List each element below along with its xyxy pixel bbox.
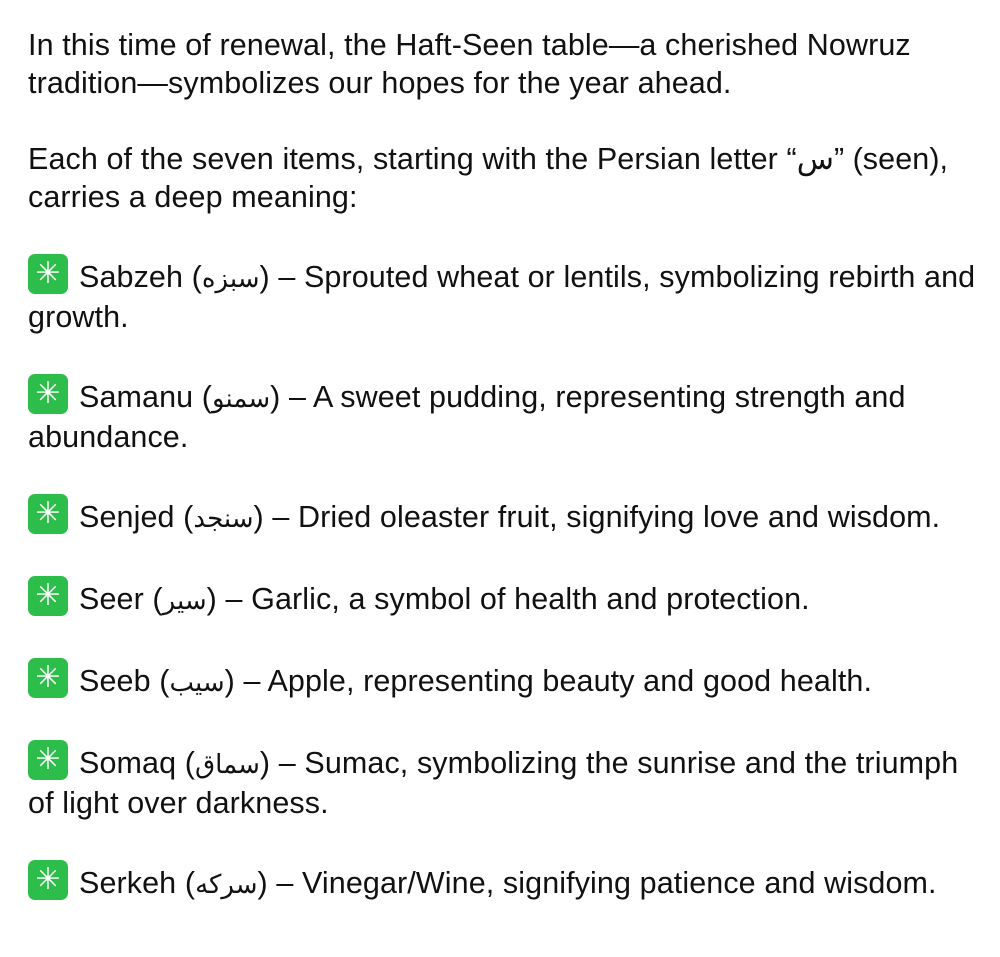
item-description: Sprouted wheat or lentils, symbolizing rebirth and growth.: [28, 260, 976, 334]
item-name: Seeb: [79, 664, 151, 698]
eight-spoked-asterisk-icon: [28, 576, 68, 616]
eight-spoked-asterisk-icon: [28, 494, 68, 534]
item-persian-name: سرکه: [195, 870, 258, 900]
item-name: Senjed: [79, 500, 175, 534]
item-persian-name: سیب: [169, 668, 225, 698]
eight-spoked-asterisk-icon: [28, 254, 68, 294]
item-description: Dried oleaster fruit, signifying love and wisdom.: [297, 500, 941, 534]
item-name: Somaq: [79, 746, 177, 780]
haft-seen-item-seeb: ✳Seeb (سیب) – Apple, representing beauty and good health.: [28, 658, 978, 702]
eight-spoked-asterisk-icon: [28, 374, 68, 414]
item-persian-name: سمنو: [212, 384, 271, 414]
item-name: Seer: [79, 582, 144, 616]
seven-items-paragraph: Each of the seven items, starting with the Persian letter “س” (seen), carries a deep meaning:: [28, 142, 948, 214]
item-name: Samanu: [79, 380, 194, 414]
item-description: Garlic, a symbol of health and protection.: [251, 582, 810, 616]
intro-paragraph: In this time of renewal, the Haft-Seen table—a cherished Nowruz tradition—symbolizes our hopes for the year ahead.: [28, 28, 911, 100]
item-description: Apple, representing beauty and good health.: [267, 664, 873, 698]
item-persian-name: سنجد: [193, 504, 254, 534]
haft-seen-item-samanu: ✳Samanu (سمنو) – A sweet pudding, representing strength and abundance.: [28, 374, 978, 456]
haft-seen-note: [28, 26, 978, 904]
eight-spoked-asterisk-icon: [28, 740, 68, 780]
item-description: Vinegar/Wine, signifying patience and wisdom.: [302, 866, 937, 900]
item-description: Sumac, symbolizing the sunrise and the triumph of light over darkness.: [28, 746, 959, 820]
haft-seen-item-senjed: ✳Senjed (سنجد) – Dried oleaster fruit, signifying love and wisdom.: [28, 494, 978, 538]
haft-seen-item-somaq: ✳Somaq (سماق) – Sumac, symbolizing the sunrise and the triumph of light over darkness.: [28, 740, 978, 822]
item-name: Sabzeh: [79, 260, 184, 294]
item-persian-name: سماق: [194, 750, 260, 780]
item-persian-name: سبزه: [201, 264, 260, 294]
haft-seen-item-sabzeh: ✳Sabzeh (سبزه) – Sprouted wheat or lentils, symbolizing rebirth and growth.: [28, 254, 978, 336]
haft-seen-item-seer: ✳Seer (سیر) – Garlic, a symbol of health and protection.: [28, 576, 978, 620]
item-name: Serkeh: [79, 866, 177, 900]
haft-seen-item-serkeh: ✳Serkeh (سرکه) – Vinegar/Wine, signifying patience and wisdom.: [28, 860, 978, 904]
eight-spoked-asterisk-icon: [28, 658, 68, 698]
item-description: A sweet pudding, representing strength and abundance.: [28, 380, 906, 454]
item-persian-name: سیر: [162, 586, 207, 616]
eight-spoked-asterisk-icon: [28, 860, 68, 900]
